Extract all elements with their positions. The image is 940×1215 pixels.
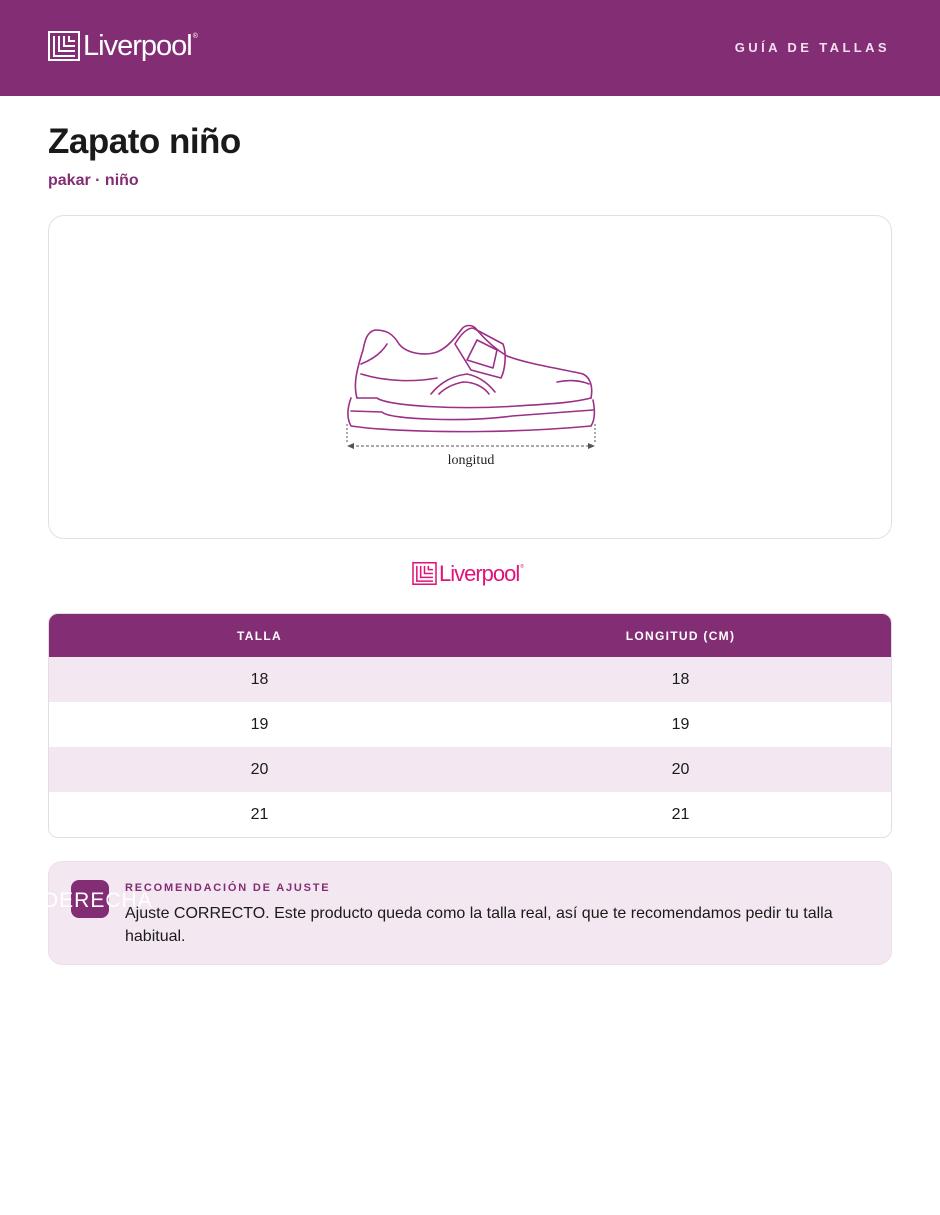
brand-name: Liverpool [83,29,192,62]
length-cell: 19 [671,715,690,733]
shoe-illustration-card [48,215,892,539]
registered-mark: ® [520,564,524,570]
header-bar [0,0,940,96]
size-cell: 20 [250,760,269,778]
size-cell: 19 [250,715,269,733]
size-table [48,613,892,838]
liverpool-logo-icon [48,31,80,61]
column-header-length: LONGITUD (CM) [625,628,736,643]
measure-label: longitud [447,453,495,468]
table-row [49,747,891,792]
liverpool-logo-icon [412,562,437,585]
recommendation-label: RECOMENDACIÓN DE AJUSTE [125,882,331,894]
table-row [49,792,891,837]
size-cell: 18 [250,670,269,688]
shoe-outline-icon [327,264,607,494]
size-guide-link[interactable]: GUÍA DE TALLAS [734,40,890,55]
table-body [49,657,891,837]
brand-name: Liverpool [439,560,520,586]
table-row [49,702,891,747]
table-header [49,614,891,657]
fit-recommendation [43,861,892,965]
registered-mark: ® [192,33,198,40]
brand-logo [412,562,524,585]
length-cell: 18 [671,670,690,688]
table-row [49,657,891,702]
column-header-size: TALLA [237,628,282,643]
page-title: Zapato niño [48,122,241,161]
recommendation-text: Ajuste CORRECTO. Este producto queda como la talla real, así que te recomendamos pedir tu talla habitual. [125,905,833,945]
length-cell: 21 [671,805,690,823]
fit-badge-text: DERECHA [43,889,153,912]
liverpool-logo[interactable] [48,31,198,61]
size-cell: 21 [250,805,269,823]
length-cell: 20 [671,760,690,778]
product-subtitle: pakar · niño [48,172,139,189]
